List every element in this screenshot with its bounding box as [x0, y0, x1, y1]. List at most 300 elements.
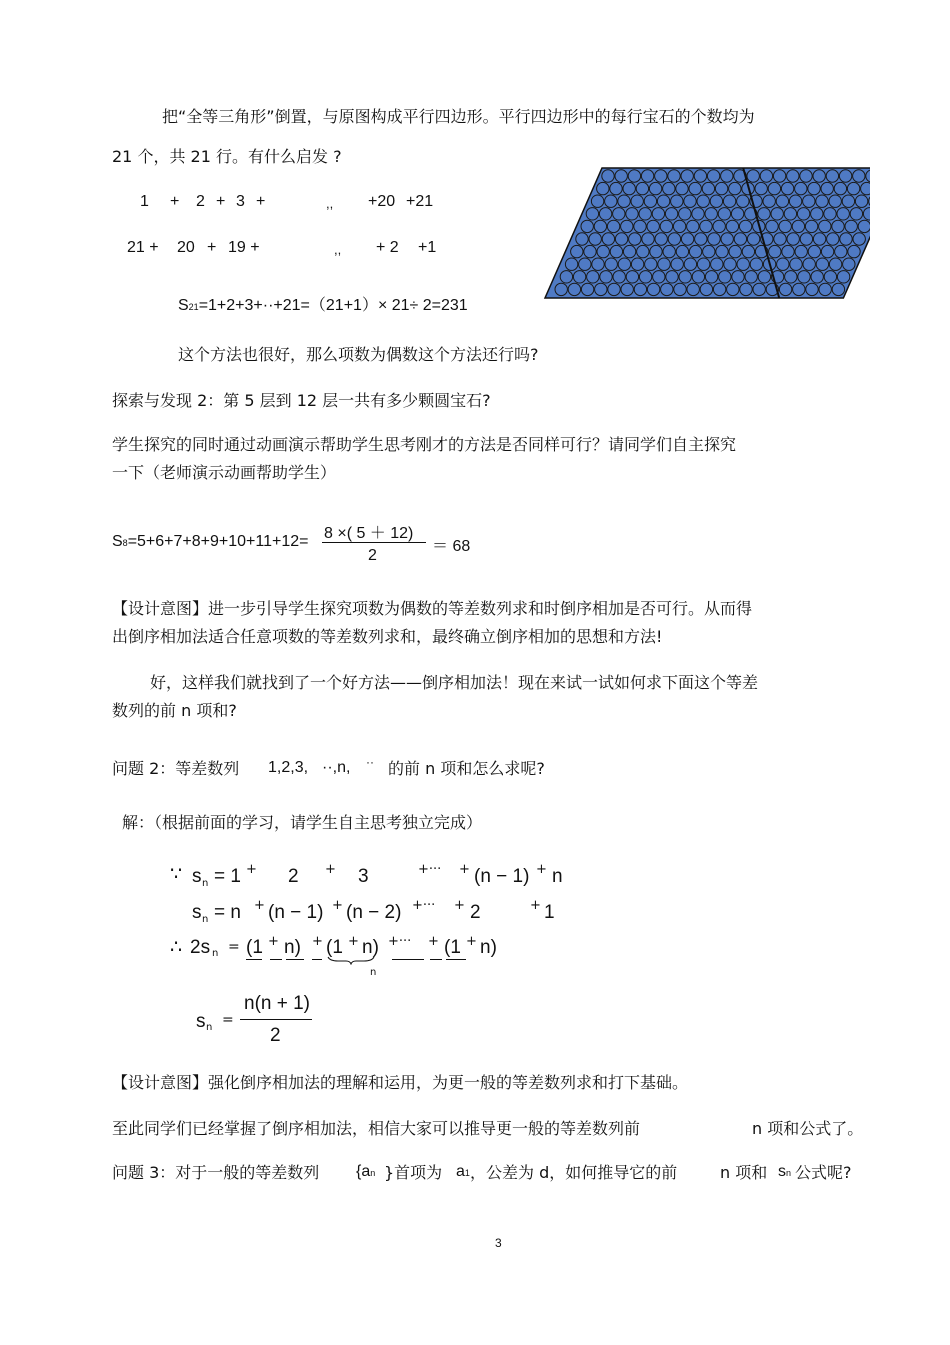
s-symbol: S	[178, 297, 189, 314]
gem-circle	[565, 258, 577, 270]
gem-circle	[587, 271, 599, 283]
gem-circle	[768, 182, 780, 194]
gem-circle	[798, 271, 810, 283]
underline	[430, 959, 442, 960]
gem-circle	[837, 208, 849, 220]
gem-circle	[816, 195, 828, 207]
therefore-symbol: ∴	[170, 937, 183, 958]
gem-circle	[829, 258, 841, 270]
gem-circle	[711, 258, 723, 270]
gem-circle	[718, 208, 730, 220]
gem-circle	[653, 271, 665, 283]
q-text	[778, 1163, 791, 1181]
equals-sign: =	[228, 939, 240, 955]
gem-circle	[737, 258, 749, 270]
gem-circle	[842, 195, 854, 207]
math-term: s	[192, 866, 202, 887]
gem-circle	[655, 170, 667, 182]
gem-circle	[697, 195, 709, 207]
gem-circle	[695, 233, 707, 245]
gem-circle	[626, 271, 638, 283]
gem-circle	[848, 245, 860, 257]
gem-circle	[766, 220, 778, 232]
gem-circle	[703, 245, 715, 257]
gem-circle	[623, 245, 635, 257]
gem-circle	[631, 258, 643, 270]
subscript: 21	[188, 302, 199, 312]
plus-sign: +	[454, 898, 465, 913]
gem-circle	[684, 258, 696, 270]
row-term: ,,	[334, 242, 342, 257]
math-term: n	[552, 866, 563, 887]
gem-circle	[644, 195, 656, 207]
subscript: n	[370, 1168, 376, 1178]
gem-circle	[600, 271, 612, 283]
gem-circle	[679, 208, 691, 220]
subscript: n	[786, 1168, 792, 1178]
gem-circle	[605, 258, 617, 270]
because-symbol: ∵	[170, 864, 183, 885]
gem-circle	[605, 195, 617, 207]
row-term: 1	[140, 193, 149, 210]
gem-circle	[789, 195, 801, 207]
math-term: (n − 1)	[268, 902, 324, 923]
row-term: 3	[236, 193, 245, 210]
gem-circle	[607, 220, 619, 232]
gem-circle	[676, 182, 688, 194]
plus-sign: +	[459, 862, 470, 877]
gem-circle	[597, 182, 609, 194]
gem-circle	[826, 170, 838, 182]
gem-circle	[742, 245, 754, 257]
subscript: 8	[122, 538, 128, 548]
gem-circle	[779, 220, 791, 232]
q-text	[456, 1163, 470, 1181]
plus-sign: +	[325, 862, 336, 877]
gem-circle	[716, 245, 728, 257]
gem-circle	[681, 170, 693, 182]
para-line: 把“全等三角形”倒置，与原图构成平行四边形。平行四边形中的每行宝石的个数均为	[162, 107, 755, 126]
gem-circle	[700, 283, 712, 295]
gem-circle	[621, 220, 633, 232]
gem-circle	[861, 182, 870, 194]
gem-circle	[668, 233, 680, 245]
row-term: +21	[406, 193, 434, 210]
row-term: 20	[177, 239, 195, 256]
plus-sign: +	[312, 934, 323, 949]
gem-circle	[787, 233, 799, 245]
gem-circle	[834, 182, 846, 194]
plus-sign: +	[348, 934, 359, 949]
gem-circle	[745, 271, 757, 283]
gem-circle	[731, 208, 743, 220]
gem-circle	[747, 233, 759, 245]
q-text: ，公差为 d，如何推导它的前	[470, 1163, 678, 1182]
gem-circle	[668, 170, 680, 182]
gem-circle	[579, 258, 591, 270]
gem-circle	[776, 195, 788, 207]
gem-circle	[758, 208, 770, 220]
gem-circle	[666, 271, 678, 283]
gem-circle	[773, 170, 785, 182]
gem-circle	[793, 283, 805, 295]
q-part: {a	[356, 1163, 371, 1180]
gem-circle	[639, 271, 651, 283]
gem-circle	[555, 283, 567, 295]
gem-circle	[840, 233, 852, 245]
gem-circle	[671, 258, 683, 270]
math-term: (1	[246, 937, 263, 958]
gem-circle	[769, 245, 781, 257]
gem-circle	[803, 195, 815, 207]
gem-circle	[837, 271, 849, 283]
gem-circle	[702, 182, 714, 194]
gem-circle	[673, 220, 685, 232]
gem-circle	[665, 208, 677, 220]
gem-circle	[806, 283, 818, 295]
gem-circle	[805, 220, 817, 232]
math-term: 1	[544, 902, 555, 923]
q-part: a	[456, 1163, 465, 1180]
gem-circle	[615, 170, 627, 182]
gem-circle	[715, 182, 727, 194]
equals-sign: =	[222, 1012, 234, 1028]
gem-circle	[623, 182, 635, 194]
solution-label: 解：（根据前面的学习，请学生自主思考独立完成）	[122, 813, 483, 832]
math-term: n)	[362, 937, 379, 958]
gem-circle	[697, 258, 709, 270]
gem-circle	[797, 208, 809, 220]
gem-circle	[790, 258, 802, 270]
gem-circle	[641, 170, 653, 182]
q-text: }首项为	[384, 1163, 443, 1182]
gem-circle	[629, 233, 641, 245]
gem-circle	[724, 258, 736, 270]
math-term: 2s	[190, 937, 211, 958]
q-text: 1,2,3,	[268, 759, 309, 776]
gem-circle	[689, 245, 701, 257]
parallelogram-gem-figure	[540, 165, 870, 300]
gem-circle	[808, 245, 820, 257]
plus-sign: +	[246, 862, 257, 877]
gem-circle	[592, 258, 604, 270]
math-term: = n	[214, 902, 241, 923]
plus-sign: +···	[412, 898, 436, 913]
row-term: +	[256, 193, 266, 210]
page-number: 3	[495, 1236, 502, 1250]
gem-circle	[835, 245, 847, 257]
gem-circle	[787, 170, 799, 182]
gem-circle	[721, 170, 733, 182]
gem-circle	[618, 258, 630, 270]
gem-circle	[727, 283, 739, 295]
math-term: (1	[444, 937, 461, 958]
para-text: n 项和公式了。	[752, 1119, 864, 1138]
gem-circle	[800, 170, 812, 182]
para-line: 【设计意图】进一步引导学生探究项数为偶数的等差数列求和时倒序相加是否可行。从而得	[112, 599, 753, 618]
plus-sign: +···	[388, 934, 412, 949]
gem-circle	[747, 170, 759, 182]
plus-sign: +	[254, 898, 265, 913]
gem-circle	[626, 208, 638, 220]
gem-circle	[602, 233, 614, 245]
gem-circle	[694, 170, 706, 182]
gem-circle	[847, 182, 859, 194]
gem-circle	[729, 182, 741, 194]
gem-circle	[642, 233, 654, 245]
gem-circle	[843, 258, 855, 270]
gem-circle	[615, 233, 627, 245]
gem-circle	[613, 271, 625, 283]
gem-circle	[750, 258, 762, 270]
gem-circle	[650, 245, 662, 257]
gem-circle	[777, 258, 789, 270]
gem-circle	[732, 271, 744, 283]
subscript: n	[212, 948, 219, 959]
gem-circle	[739, 220, 751, 232]
gem-circle	[758, 271, 770, 283]
para-text: 至此同学们已经掌握了倒序相加法，相信大家可以推导更一般的等差数列前	[112, 1119, 641, 1138]
underbrace	[326, 955, 376, 965]
q-part: s	[778, 1163, 786, 1180]
gem-circle	[811, 271, 823, 283]
row-term: +	[207, 239, 217, 256]
subscript: n	[202, 878, 209, 889]
row-term: +	[170, 193, 180, 210]
gem-circle	[581, 220, 593, 232]
gem-circle	[726, 220, 738, 232]
gem-circle	[855, 195, 867, 207]
formula-body: =1+2+3+··+21=（21+1）× 21÷ 2=231	[198, 297, 468, 314]
gem-circle	[618, 195, 630, 207]
gem-circle	[832, 220, 844, 232]
gem-circle	[792, 220, 804, 232]
plus-sign: +	[332, 898, 343, 913]
gem-circle	[760, 170, 772, 182]
gem-circle	[591, 195, 603, 207]
gem-circle	[692, 271, 704, 283]
gem-circle	[721, 233, 733, 245]
formula-body: =5+6+7+8+9+10+11+12=	[127, 533, 309, 550]
gem-circle	[795, 182, 807, 194]
math-term: 2	[288, 866, 299, 887]
para-line: 学生探究的同时通过动画演示帮助学生思考刚才的方法是否同样可行？请同学们自主探究	[112, 435, 737, 454]
para-line: 21 个，共 21 行。有什么启发 ?	[112, 147, 342, 166]
gem-circle	[771, 208, 783, 220]
math-term: (n − 2)	[346, 902, 402, 923]
gem-circle	[636, 182, 648, 194]
gem-circle	[755, 182, 767, 194]
gem-circle	[719, 271, 731, 283]
fraction-bar	[322, 542, 426, 543]
gem-circle	[684, 195, 696, 207]
gem-circle	[853, 233, 865, 245]
gem-circle	[779, 283, 791, 295]
q-text: 问题 2：等差数列	[112, 759, 240, 778]
gem-circle	[663, 245, 675, 257]
gem-circle	[660, 220, 672, 232]
gem-circle	[813, 233, 825, 245]
gem-circle	[573, 271, 585, 283]
gem-circle	[661, 283, 673, 295]
math-term: = 1	[214, 866, 241, 887]
gem-circle	[637, 245, 649, 257]
fraction-denominator: 2	[270, 1025, 281, 1046]
gem-circle	[811, 208, 823, 220]
gem-circle	[753, 283, 765, 295]
gem-circle	[713, 220, 725, 232]
brace-label: n	[370, 967, 377, 978]
plus-sign: +	[428, 934, 439, 949]
gem-circle	[816, 258, 828, 270]
gem-circle	[655, 233, 667, 245]
gem-circle	[645, 258, 657, 270]
gem-circle	[819, 283, 831, 295]
gem-circle	[781, 182, 793, 194]
gem-circle	[785, 271, 797, 283]
para-line: 一下（老师演示动画帮助学生）	[112, 463, 337, 482]
gem-circle	[568, 283, 580, 295]
gem-circle	[850, 208, 862, 220]
gem-circle	[610, 182, 622, 194]
gem-circle	[734, 233, 746, 245]
math-term: 3	[358, 866, 369, 887]
gem-circle	[827, 233, 839, 245]
gem-circle	[597, 245, 609, 257]
gem-circle	[723, 195, 735, 207]
gem-circle	[560, 271, 572, 283]
gem-circle	[705, 271, 717, 283]
gem-circle	[628, 170, 640, 182]
gem-circle	[639, 208, 651, 220]
gem-circle	[595, 283, 607, 295]
math-term: s	[192, 902, 202, 923]
row-term: 19 +	[228, 239, 260, 256]
gem-circle	[845, 220, 857, 232]
math-term: n)	[480, 937, 497, 958]
gem-circle	[576, 233, 588, 245]
row-term: +20	[368, 193, 396, 210]
underline	[270, 959, 282, 960]
gem-circle	[584, 245, 596, 257]
para-line: 数列的前 n 项和?	[112, 701, 237, 720]
gem-circle	[586, 208, 598, 220]
formula-result: ＝ 68	[432, 538, 471, 555]
gem-circle	[707, 170, 719, 182]
para-line: 这个方法也很好，那么项数为偶数这个方法还行吗?	[178, 345, 539, 364]
gem-circle	[599, 208, 611, 220]
fraction-numerator: 8 ×( 5 ＋ 12)	[324, 525, 414, 542]
gem-circle	[821, 182, 833, 194]
gem-circle	[821, 245, 833, 257]
gem-circle	[689, 182, 701, 194]
gem-circle	[613, 208, 625, 220]
gem-circle	[634, 220, 646, 232]
gem-circle	[708, 233, 720, 245]
gem-circle	[795, 245, 807, 257]
gem-circle	[713, 283, 725, 295]
gem-circle	[571, 245, 583, 257]
gem-circle	[858, 220, 870, 232]
gem-circle	[710, 195, 722, 207]
fraction-denominator: 2	[368, 547, 377, 564]
gem-circle	[608, 283, 620, 295]
q-text: 问题 3：对于一般的等差数列	[112, 1163, 320, 1182]
plus-sign: +	[268, 934, 279, 949]
gem-circle	[681, 233, 693, 245]
row-term: +	[216, 193, 226, 210]
fraction-bar	[240, 1019, 312, 1020]
gem-circle	[832, 283, 844, 295]
row-term: +1	[418, 239, 437, 256]
gem-circle	[829, 195, 841, 207]
gem-circle	[658, 258, 670, 270]
gem-circle	[663, 182, 675, 194]
gem-circle	[784, 208, 796, 220]
gem-circle	[692, 208, 704, 220]
gem-circle	[853, 170, 865, 182]
gem-circle	[687, 220, 699, 232]
subscript: n	[202, 914, 209, 925]
underline	[246, 959, 262, 960]
gem-circle	[774, 233, 786, 245]
row-term: 2	[196, 193, 205, 210]
gem-circle	[676, 245, 688, 257]
q-text: 的前 n 项和怎么求呢?	[388, 759, 545, 778]
gem-circle	[631, 195, 643, 207]
fraction-numerator: n(n + 1)	[244, 993, 311, 1014]
plus-sign: +	[536, 862, 547, 877]
para-line: 好，这样我们就找到了一个好方法——倒序相加法！现在来试一试如何求下面这个等差	[150, 673, 759, 692]
gem-circle	[687, 283, 699, 295]
gem-circle	[819, 220, 831, 232]
plus-sign: +	[466, 934, 477, 949]
underline	[312, 959, 322, 960]
math-term: 2	[470, 902, 481, 923]
gem-circle	[589, 233, 601, 245]
gem-circle	[737, 195, 749, 207]
underline	[286, 959, 304, 960]
gem-circle	[671, 195, 683, 207]
gem-circle	[674, 283, 686, 295]
math-term: s	[196, 1011, 206, 1032]
gem-circle	[647, 220, 659, 232]
gem-circle	[824, 208, 836, 220]
underline	[392, 959, 424, 960]
para-line: 【设计意图】强化倒序相加法的理解和运用，为更一般的等差数列求和打下基础。	[112, 1073, 689, 1092]
subscript: 1	[464, 1168, 470, 1178]
gem-circle	[581, 283, 593, 295]
row-term: + 2	[376, 239, 399, 256]
q-text: ··,n,	[322, 759, 351, 776]
gem-circle	[594, 220, 606, 232]
gem-circle	[602, 170, 614, 182]
gem-circle	[740, 283, 752, 295]
para-line: 出倒序相加法适合任意项数的等差数列求和，最终确立倒序相加的思想和方法!	[112, 627, 663, 646]
gem-circle	[652, 208, 664, 220]
underline	[446, 959, 466, 960]
row-term: 21 +	[127, 239, 159, 256]
math-term: (n − 1)	[474, 866, 530, 887]
gem-circle	[610, 245, 622, 257]
q-text: ··	[366, 755, 374, 769]
gem-circle	[803, 258, 815, 270]
subscript: n	[206, 1022, 213, 1033]
math-term: (1	[326, 937, 343, 958]
gem-circle	[782, 245, 794, 257]
row-term: ,,	[326, 196, 334, 211]
gem-circle	[729, 245, 741, 257]
